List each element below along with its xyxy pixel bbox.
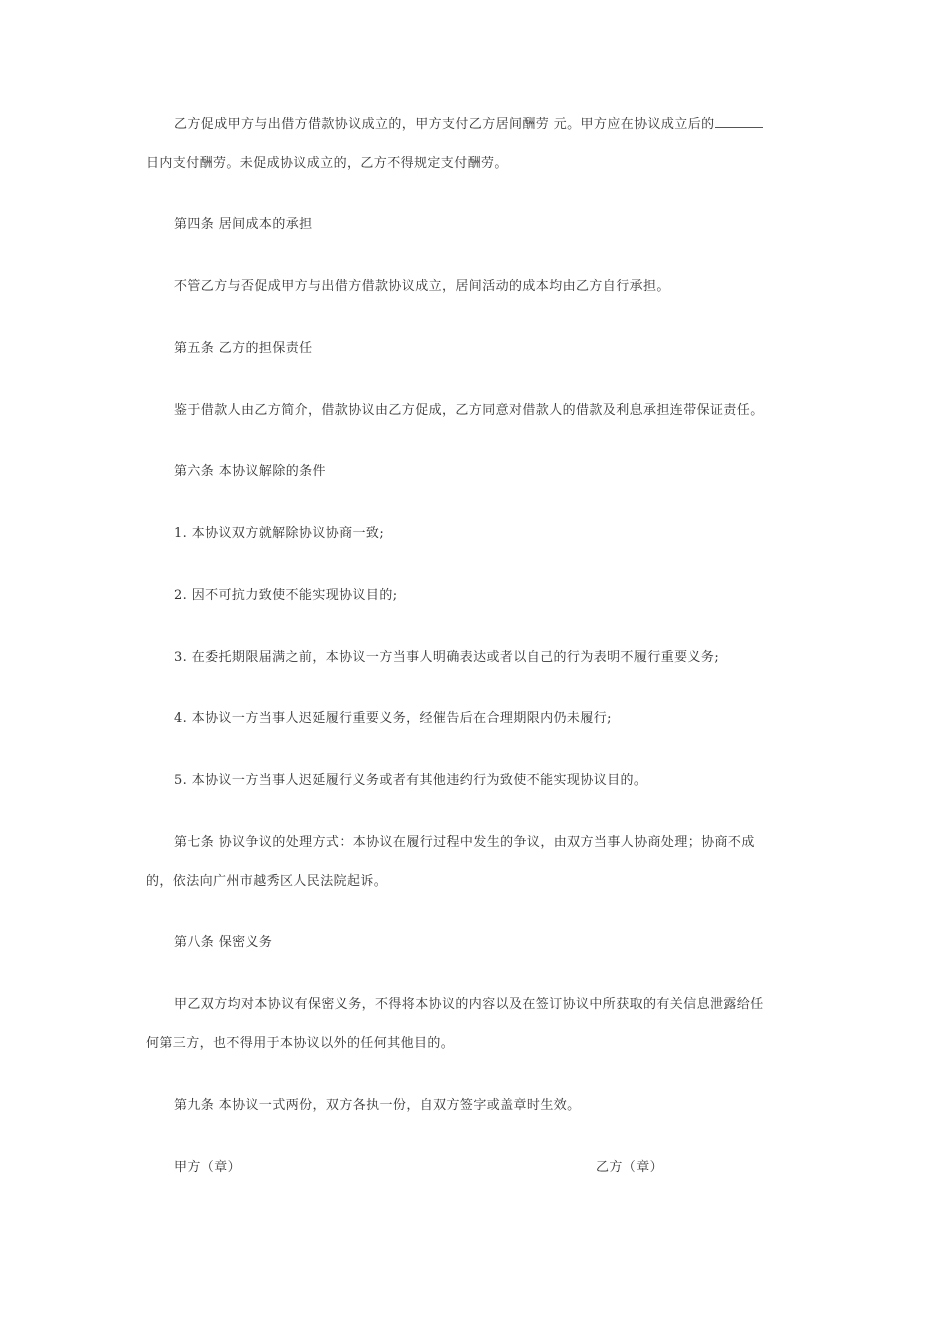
clause8-line1: 甲乙双方均对本协议有保密义务，不得将本协议的内容以及在签订协议中所获取的有关信息泄露给任 bbox=[174, 997, 764, 1012]
clause6-title: 第六条 本协议解除的条件 bbox=[174, 464, 326, 479]
party-a-signature: 甲方（章） bbox=[174, 1160, 242, 1175]
clause4-title: 第四条 居间成本的承担 bbox=[174, 217, 313, 232]
clause6-item-3: 3. 在委托期限届满之前，本协议一方当事人明确表达或者以自己的行为表明不履行重要义务; bbox=[174, 650, 720, 665]
days-blank bbox=[715, 127, 763, 128]
clause6-item-2: 2. 因不可抗力致使不能实现协议目的; bbox=[174, 588, 398, 603]
clause5-body: 鉴于借款人由乙方简介，借款协议由乙方促成，乙方同意对借款人的借款及利息承担连带保证责任。 bbox=[174, 403, 764, 418]
clause8-line2: 何第三方，也不得用于本协议以外的任何其他目的。 bbox=[146, 1036, 455, 1051]
clause3-line1 bbox=[174, 116, 763, 134]
clause7-line2: 的，依法向广州市越秀区人民法院起诉。 bbox=[146, 874, 388, 889]
clause6-item-5: 5. 本协议一方当事人迟延履行义务或者有其他违约行为致使不能实现协议目的。 bbox=[174, 773, 648, 788]
clause3-line2: 日内支付酬劳。未促成协议成立的，乙方不得规定支付酬劳。 bbox=[146, 156, 508, 171]
clause8-title: 第八条 保密义务 bbox=[174, 935, 273, 950]
clause6-item-1: 1. 本协议双方就解除协议协商一致; bbox=[174, 526, 385, 541]
clause3-line1-text: 乙方促成甲方与出借方借款协议成立的，甲方支付乙方居间酬劳 元。甲方应在协议成立后的 bbox=[174, 117, 715, 132]
clause4-body: 不管乙方与否促成甲方与出借方借款协议成立，居间活动的成本均由乙方自行承担。 bbox=[174, 279, 670, 294]
party-b-signature: 乙方（章） bbox=[596, 1160, 664, 1175]
clause7-line1: 第七条 协议争议的处理方式：本协议在履行过程中发生的争议，由双方当事人协商处理；协商不成 bbox=[174, 835, 755, 850]
clause9: 第九条 本协议一式两份，双方各执一份，自双方签字或盖章时生效。 bbox=[174, 1098, 581, 1113]
clause6-item-4: 4. 本协议一方当事人迟延履行重要义务，经催告后在合理期限内仍未履行; bbox=[174, 711, 612, 726]
clause5-title: 第五条 乙方的担保责任 bbox=[174, 341, 313, 356]
